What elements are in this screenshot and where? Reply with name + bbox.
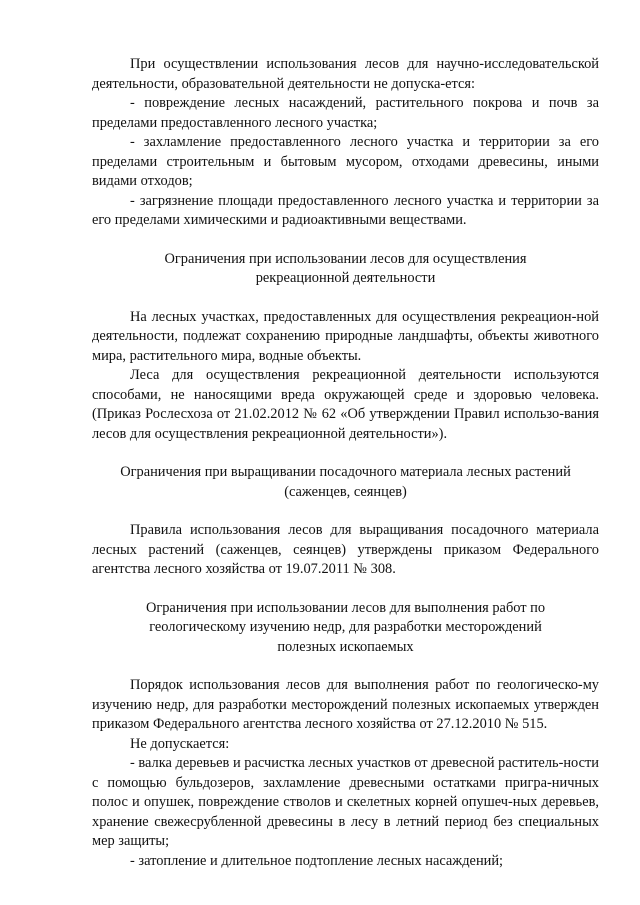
section-heading-seedlings: Ограничения при выращивании посадочного материала лесных растений (саженцев, сеянцев) <box>120 464 571 500</box>
intro-paragraph: При осуществлении использования лесов для научно-исследовательской деятельности, образовательной деятельности не допуска-ется: <box>92 56 599 92</box>
section-heading-recreation: Ограничения при использовании лесов для осуществления рекреационной деятельности <box>164 250 527 286</box>
list-item: - захламление предоставленного лесного участка и территории за его пределами строительным и бытовым мусором, отходами древесины, иными видами отходов; <box>92 134 599 189</box>
paragraph: Не допускается: <box>130 735 230 752</box>
section-heading-geology: Ограничения при использовании лесов для выполнения работ по геологическому изучению недр, для разработки месторождений полезных ископаемых <box>145 599 546 655</box>
paragraph: Порядок использования лесов для выполнения работ по геологическо-му изучению недр, для разработки месторождений полезных ископаемых утвержден приказом Федерального агентства лесного хозяйства от 27.12.2010 № 515. <box>92 677 599 732</box>
list-item: - затопление и длительное подтопление лесных насаждений; <box>130 852 504 869</box>
list-item: - загрязнение площади предоставленного лесного участка и территории за его пределами химическими и радиоактивными веществами. <box>92 192 599 228</box>
paragraph: Леса для осуществления рекреационной деятельности используются способами, не наносящими вреда окружающей среде и здоровью человека. (Приказ Рослесхоза от 21.02.2012 № 62 «Об утверждении Правил использо-вания лесов для осуществления рекреационной деятельности»). <box>92 367 599 442</box>
document-body <box>92 55 599 871</box>
list-item: - повреждение лесных насаждений, растительного покрова и почв за пределами предоставленного лесного участка; <box>92 95 599 131</box>
paragraph: Правила использования лесов для выращивания посадочного материала лесных растений (саженцев, сеянцев) утверждены приказом Федерального агентства лесного хозяйства от 19.07.2011 № 308. <box>92 522 599 577</box>
list-item: - валка деревьев и расчистка лесных участков от древесной раститель-ности с помощью бульдозеров, захламление древесными остатками пригра-ничных полос и опушек, повреждение стволов и скелетных корней опушеч-ных деревьев, хранение свежесрубленной древесины в лесу в летний период без специальных мер защиты; <box>92 755 599 849</box>
paragraph: На лесных участках, предоставленных для осуществления рекреацион-ной деятельности, подлежат сохранению природные ландшафты, объекты животного мира, растительного мира, водные объекты. <box>92 308 599 364</box>
